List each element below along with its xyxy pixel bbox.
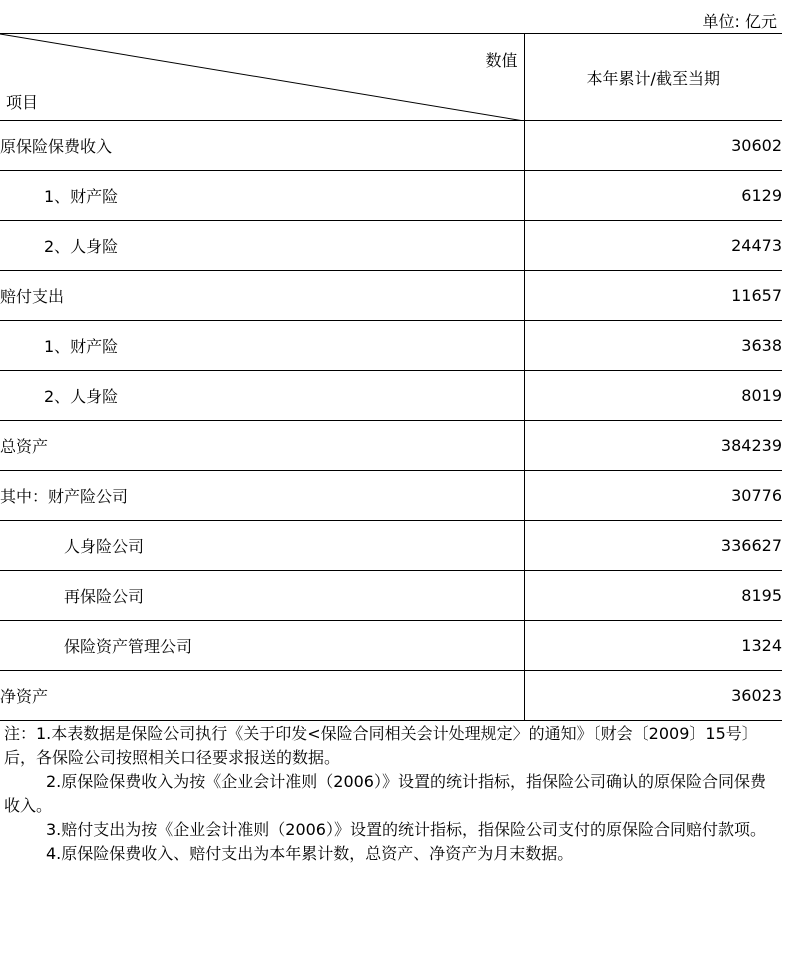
row-label: 保险资产管理公司: [0, 621, 524, 671]
note-1: 注：1.本表数据是保险公司执行《关于印发<保险合同相关会计处理规定〉的通知》〔财会〔2009〕15号〕后，各保险公司按照相关口径要求报送的数据。: [4, 724, 758, 767]
diagonal-divider: [0, 34, 524, 121]
row-label: 2、人身险: [0, 221, 524, 271]
row-value: 8195: [524, 571, 782, 621]
row-label: 2、人身险: [0, 371, 524, 421]
table-row: [0, 671, 782, 721]
table-row: [0, 271, 782, 321]
table-notes: [4, 722, 780, 866]
row-value: 8019: [524, 371, 782, 421]
row-label: 1、财产险: [0, 321, 524, 371]
row-label: 总资产: [0, 421, 524, 471]
row-label: 人身险公司: [0, 521, 524, 571]
table-row: [0, 471, 782, 521]
note-3: 3.赔付支出为按《企业会计准则（2006）》设置的统计指标，指保险公司支付的原保险合同赔付款项。: [46, 820, 766, 839]
table-row: [0, 621, 782, 671]
row-value: 336627: [524, 521, 782, 571]
row-label: 净资产: [0, 671, 524, 721]
row-label: 赔付支出: [0, 271, 524, 321]
row-value: 30776: [524, 471, 782, 521]
table-header-row: [0, 34, 782, 121]
table-row: [0, 321, 782, 371]
table-row: [0, 171, 782, 221]
row-value: 30602: [524, 121, 782, 171]
note-4: 4.原保险保费收入、赔付支出为本年累计数，总资产、净资产为月末数据。: [46, 844, 574, 863]
row-value: 384239: [524, 421, 782, 471]
row-label: 1、财产险: [0, 171, 524, 221]
row-label: 再保险公司: [0, 571, 524, 621]
row-value: 11657: [524, 271, 782, 321]
statistics-table: [0, 33, 782, 721]
table-row: [0, 221, 782, 271]
row-value: 6129: [524, 171, 782, 221]
header-diagonal-cell: [0, 34, 524, 121]
row-value: 24473: [524, 221, 782, 271]
table-row: [0, 571, 782, 621]
table-row: [0, 421, 782, 471]
header-value-label: 数值: [485, 51, 518, 70]
row-value: 3638: [524, 321, 782, 371]
row-value: 1324: [524, 621, 782, 671]
table-row: [0, 371, 782, 421]
note-2: 2.原保险保费收入为按《企业会计准则（2006）》设置的统计指标，指保险公司确认的原保险合同保费收入。: [4, 772, 766, 815]
header-item-label: 项目: [6, 93, 39, 112]
table-row: [0, 521, 782, 571]
unit-label: 单位: 亿元: [702, 12, 777, 31]
row-label: 原保险保费收入: [0, 121, 524, 171]
row-value: 36023: [524, 671, 782, 721]
table-row: [0, 121, 782, 171]
header-period-label: 本年累计/截至当期: [524, 34, 782, 121]
row-label: 其中：财产险公司: [0, 471, 524, 521]
